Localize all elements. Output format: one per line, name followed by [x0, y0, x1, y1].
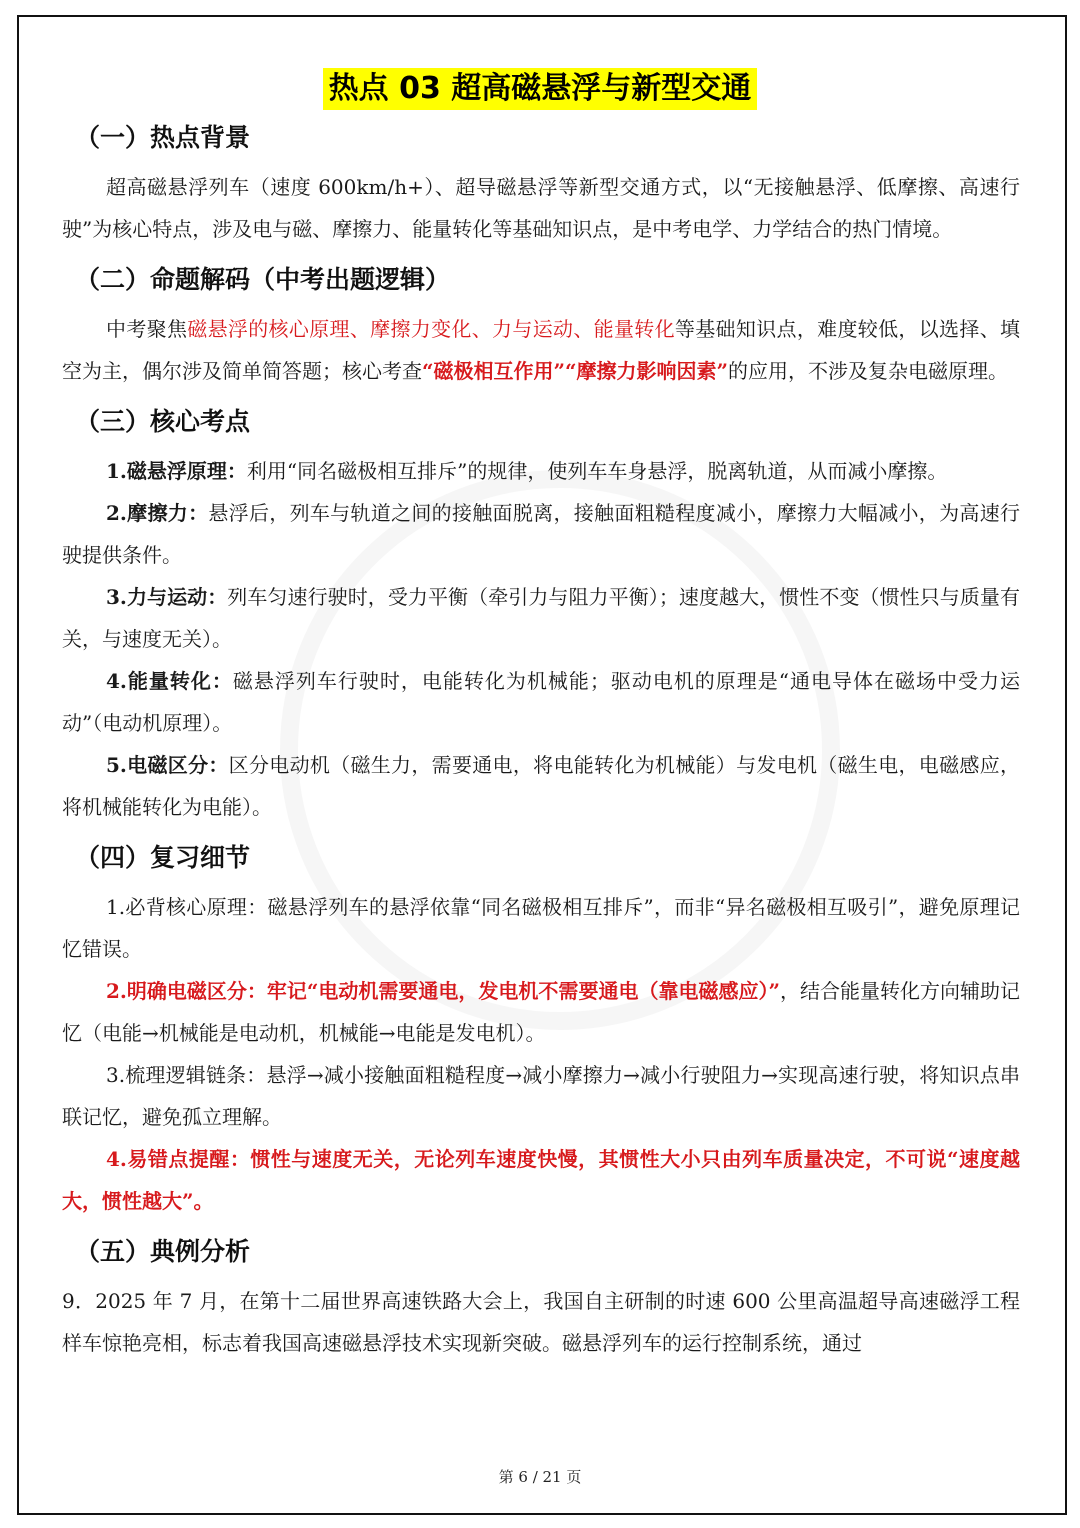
key-point-label: 3.力与运动： — [106, 585, 228, 609]
key-point-label: 1.磁悬浮原理： — [106, 459, 247, 483]
key-point-text: 区分电动机（磁生力，需要通电，将电能转化为机械能）与发电机（磁生电，电磁感应，将机械能转化为电能）。 — [62, 753, 1020, 819]
example-paragraph: 9．2025 年 7 月，在第十二届世界高速铁路大会上，我国自主研制的时速 600 公里高温超导高速磁浮工程样车惊艳亮相，标志着我国高速磁悬浮技术实现新突破。磁悬浮列车的运行控制系统，通过 — [62, 1289, 1020, 1355]
key-point-text: 悬浮后，列车与轨道之间的接触面脱离，接触面粗糙程度减小，摩擦力大幅减小，为高速行驶提供条件。 — [62, 501, 1020, 567]
key-point-label: 4.能量转化： — [106, 669, 233, 693]
key-point-text: 磁悬浮列车行驶时，电能转化为机械能；驱动电机的原理是“通电导体在磁场中受力运动”（电动机原理）。 — [62, 669, 1020, 735]
key-point-item — [62, 660, 1020, 744]
section-heading-key-points: （三）核心考点 — [75, 407, 251, 436]
section-heading-example: （五）典例分析 — [75, 1237, 251, 1266]
key-point-item — [62, 450, 1020, 492]
review-item-2-text: ，结合能量转化方向辅助记忆（电能→机械能是电动机，机械能→电能是发电机）。 — [62, 979, 1020, 1045]
page-number: 第 6 / 21 页 — [498, 1468, 582, 1486]
key-point-item — [62, 492, 1020, 576]
key-point-label: 2.摩擦力： — [106, 501, 209, 525]
key-point-item — [62, 576, 1020, 660]
key-point-item — [62, 744, 1020, 828]
review-item-2 — [62, 970, 1020, 1054]
review-item-3: 3.梳理逻辑链条：悬浮→减小接触面粗糙程度→减小摩擦力→减小行驶阻力→实现高速行驶，将知识点串联记忆，避免孤立理解。 — [62, 1063, 1020, 1129]
document-body — [62, 118, 1020, 1364]
section-heading-decoding: （二）命题解码（中考出题逻辑） — [75, 265, 451, 294]
title-container — [0, 68, 1080, 110]
decoding-text-3: 的应用，不涉及复杂电磁原理。 — [728, 359, 1009, 383]
decoding-text-1: 中考聚焦 — [106, 317, 188, 341]
background-paragraph: 超高磁悬浮列车（速度 600km/h+）、超导磁悬浮等新型交通方式，以“无接触悬浮、低摩擦、高速行驶”为核心特点，涉及电与磁、摩擦力、能量转化等基础知识点，是中考电学、力学结合的热门情境。 — [62, 175, 1020, 241]
decoding-paragraph — [62, 308, 1020, 392]
review-item-1: 1.必背核心原理：磁悬浮列车的悬浮依靠“同名磁极相互排斥”，而非“异名磁极相互吸引”，避免原理记忆错误。 — [62, 895, 1020, 961]
section-heading-review: （四）复习细节 — [75, 843, 251, 872]
page-title: 热点 03 超高磁悬浮与新型交通 — [323, 68, 758, 110]
review-item-2-emphasis: 2.明确电磁区分：牢记“电动机需要通电，发电机不需要通电（靠电磁感应）” — [106, 979, 780, 1003]
key-point-label: 5.电磁区分： — [106, 753, 229, 777]
decoding-highlight-2: “磁极相互作用”“摩擦力影响因素” — [422, 359, 729, 383]
key-point-text: 利用“同名磁极相互排斥”的规律，使列车车身悬浮，脱离轨道，从而减小摩擦。 — [246, 459, 948, 483]
review-item-4: 4.易错点提醒：惯性与速度无关，无论列车速度快慢，其惯性大小只由列车质量决定，不可说“速度越大，惯性越大”。 — [62, 1147, 1020, 1213]
section-heading-background: （一）热点背景 — [75, 123, 251, 152]
decoding-text-2: 等基础知识点，难度较低，以选择、填空为主，偶尔涉及简单简答题；核心考查 — [62, 317, 1021, 383]
decoding-highlight-1: 磁悬浮的核心原理、摩擦力变化、力与运动、能量转化 — [187, 317, 675, 341]
key-point-text: 列车匀速行驶时，受力平衡（牵引力与阻力平衡）；速度越大，惯性不变（惯性只与质量有关，与速度无关）。 — [62, 585, 1020, 651]
